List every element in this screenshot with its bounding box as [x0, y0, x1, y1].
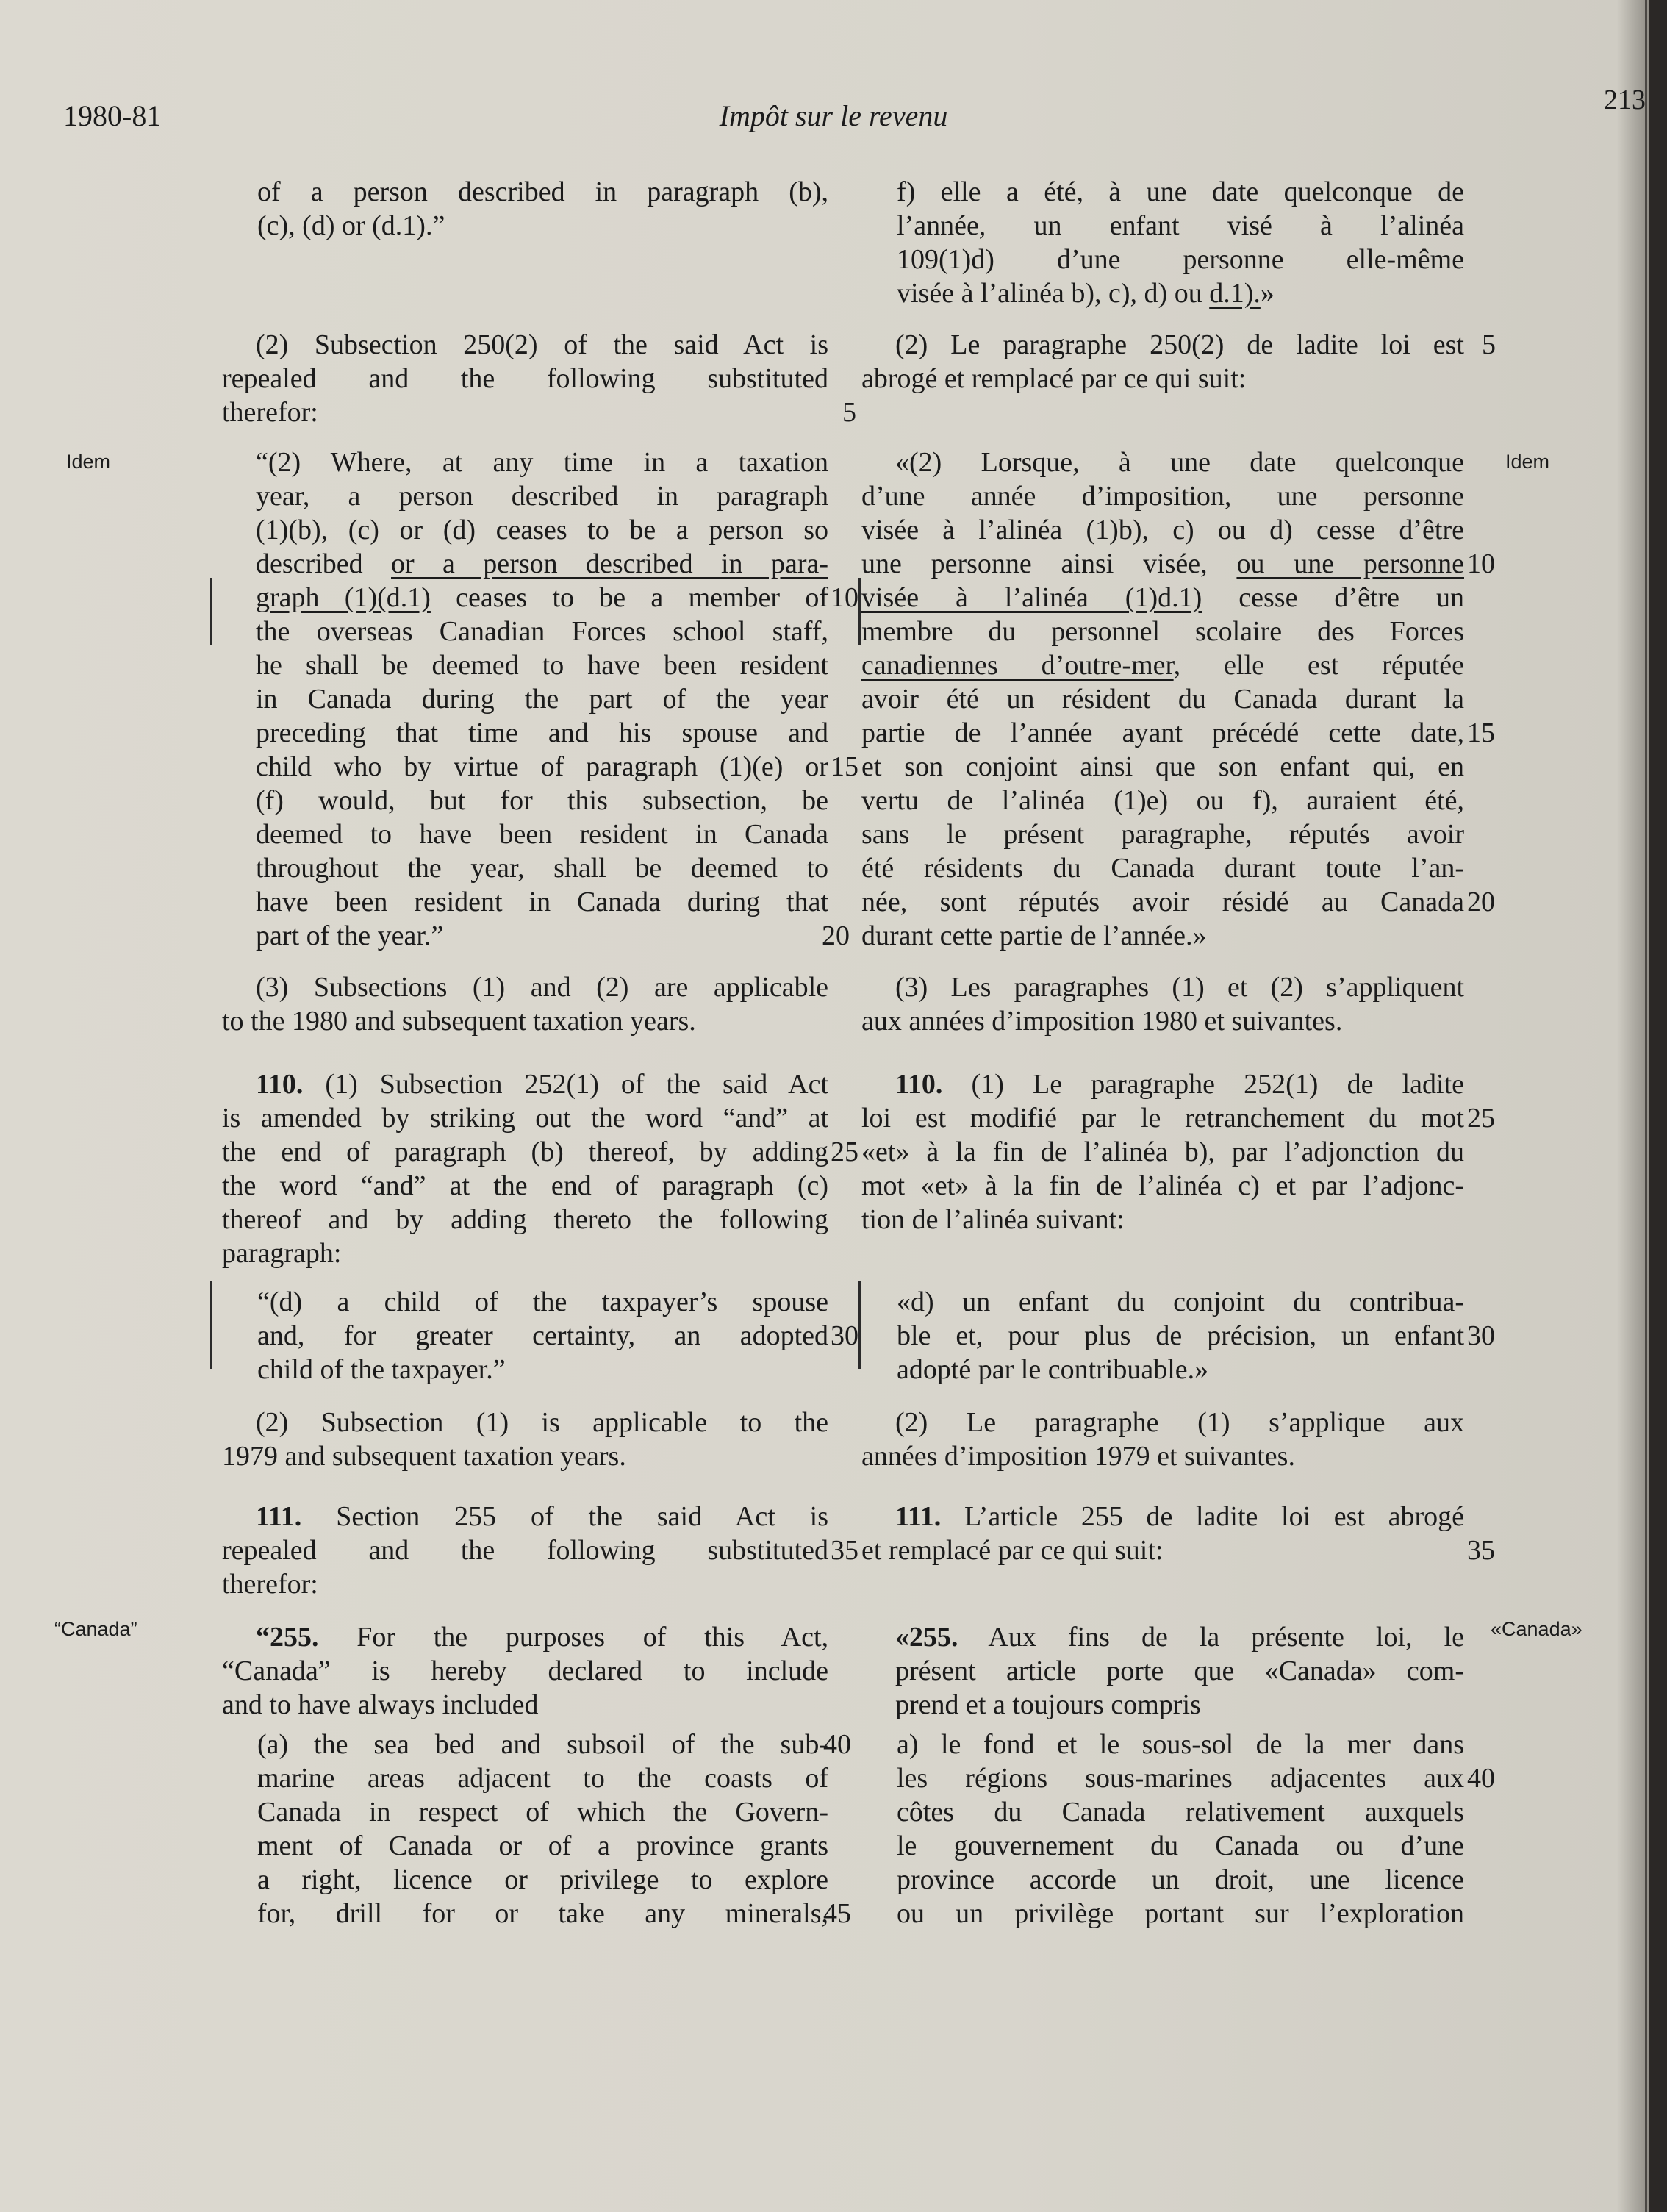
fr-text: adopté par le contribuable.» — [897, 1354, 1209, 1385]
fr-article-111 — [861, 1500, 1464, 1567]
en-text: child of the taxpayer.” — [257, 1354, 506, 1385]
fr-text: été résidents du Canada durant toute l’an- — [861, 853, 1464, 884]
en-para-1-end — [222, 209, 828, 243]
fr-alinea-a — [861, 1728, 1464, 1930]
en-text: repealed and the following substituted — [222, 363, 828, 394]
fr-text: partie de l’année ayant précédé cette date, — [861, 717, 1464, 748]
fr-text: , elle est réputée — [1173, 650, 1464, 681]
en-text: paragraph: — [222, 1238, 342, 1269]
fr-text: sans le présent paragraphe, réputés avoir — [861, 819, 1464, 850]
en-amended-text: or a person described in para- — [391, 548, 828, 579]
header-year: 1980-81 — [63, 99, 162, 132]
fr-line-number: 35 — [1467, 1535, 1495, 1566]
fr-section-number: «255. — [895, 1622, 958, 1653]
en-line-number: 10 — [831, 582, 858, 613]
fr-text: durant cette partie de l’année.» — [861, 920, 1207, 951]
en-section-111 — [222, 1500, 828, 1601]
en-text: ceases to be a member of — [430, 582, 828, 613]
en-text: thereof and by adding thereto the following — [222, 1204, 828, 1235]
revision-bar-en-2 — [210, 1281, 212, 1369]
fr-line-number: 40 — [1467, 1763, 1495, 1794]
page-edge-line — [1645, 0, 1647, 2212]
fr-quote-250-2 — [861, 445, 1464, 953]
en-text: (2) Subsection (1) is applicable to the — [256, 1407, 828, 1438]
en-section-110 — [222, 1067, 828, 1270]
fr-text: (2) Le paragraphe 250(2) de ladite loi est — [895, 329, 1464, 360]
en-amended-text: graph (1)(d.1) — [256, 582, 431, 613]
fr-text: ou un privilège portant sur l’exploration — [897, 1898, 1464, 1929]
fr-text: ble et, pour plus de précision, un enfant — [897, 1320, 1464, 1351]
fr-article-110 — [861, 1067, 1464, 1236]
fr-text: et remplacé par ce qui suit: — [861, 1535, 1164, 1566]
fr-line-number: 30 — [1467, 1320, 1495, 1351]
en-text: described — [256, 548, 391, 579]
fr-text: les régions sous-marines adjacentes aux — [897, 1763, 1464, 1794]
fr-article-255 — [861, 1620, 1464, 1722]
en-line-number: 5 — [842, 397, 856, 428]
en-line-number: 25 — [831, 1137, 858, 1167]
en-text: have been resident in Canada during that — [256, 887, 828, 917]
fr-text: Aux fins de la présente loi, le — [958, 1622, 1464, 1653]
en-text: of a person described in paragraph (b), — [257, 176, 828, 207]
fr-text: avoir été un résident du Canada durant la — [861, 684, 1464, 715]
fr-text: f) elle a été, à une date quelconque de — [897, 176, 1464, 207]
english-column — [222, 175, 828, 243]
en-text: (2) Subsection 250(2) of the said Act is — [256, 329, 828, 360]
fr-line-number: 15 — [1467, 717, 1495, 748]
header-title: Impôt sur le revenu — [719, 99, 948, 132]
en-line-number: 15 — [831, 751, 858, 782]
en-text: marine areas adjacent to the coasts of — [257, 1763, 828, 1794]
fr-text: L’article 255 de ladite loi est abrogé — [941, 1501, 1464, 1532]
en-text: (c), (d) or (d.1).” — [257, 210, 445, 241]
en-text: “(2) Where, at any time in a taxation — [256, 447, 828, 478]
fr-text: mot «et» à la fin de l’alinéa c) et par l’adjonc- — [861, 1170, 1464, 1201]
en-subsection-250-2 — [222, 328, 828, 429]
margin-note-canada-right: «Canada» — [1491, 1618, 1582, 1640]
en-text: therefor: — [222, 397, 318, 428]
fr-text: et son conjoint ainsi que son enfant qui, en — [861, 751, 1464, 782]
en-line-number: 45 — [823, 1898, 851, 1929]
en-subsection-3 — [222, 970, 828, 1038]
en-section-number: 111. — [256, 1501, 302, 1532]
fr-amended-text: d.1). — [1209, 278, 1261, 309]
margin-note-canada-left: “Canada” — [54, 1618, 137, 1640]
fr-text: tion de l’alinéa suivant: — [861, 1204, 1125, 1235]
en-quote-252-d — [222, 1285, 828, 1386]
margin-note-idem-left: Idem — [66, 451, 111, 473]
fr-text: aux années d’imposition 1980 et suivantes. — [861, 1006, 1343, 1037]
en-text: deemed to have been resident in Canada — [256, 819, 828, 850]
revision-bar-fr-1 — [858, 578, 861, 645]
en-text: repealed and the following substituted — [222, 1535, 828, 1566]
fr-text: visée à l’alinéa (1)b), c) ou d) cesse d’être — [861, 515, 1464, 545]
en-text: for, drill for or take any minerals, — [257, 1898, 828, 1929]
fr-text: membre du personnel scolaire des Forces — [861, 616, 1464, 647]
en-text: the end of paragraph (b) thereof, by adding — [222, 1137, 828, 1167]
fr-amended-text: ou une personne — [1236, 548, 1464, 579]
en-text: he shall be deemed to have been resident — [256, 650, 828, 681]
fr-text: l’année, un enfant visé à l’alinéa — [897, 210, 1464, 241]
en-text: (1) Subsection 252(1) of the said Act — [303, 1069, 828, 1100]
revision-bar-en-1 — [210, 578, 212, 645]
fr-text: années d’imposition 1979 et suivantes. — [861, 1441, 1295, 1472]
en-text: (1)(b), (c) or (d) ceases to be a person so — [256, 515, 828, 545]
fr-amended-text: canadiennes d’outre-mer — [861, 650, 1174, 681]
fr-text: province accorde un droit, une licence — [897, 1864, 1464, 1895]
fr-paragraphe-110-2 — [861, 1406, 1464, 1473]
fr-text: vertu de l’alinéa (1)e) ou f), auraient été, — [861, 785, 1464, 816]
en-text: the word “and” at the end of paragraph (c) — [222, 1170, 828, 1201]
en-quote-250-2 — [222, 445, 828, 953]
fr-text: «d) un enfant du conjoint du contribua- — [897, 1286, 1464, 1317]
fr-line-number: 25 — [1467, 1103, 1495, 1134]
fr-line-number: 5 — [1482, 329, 1496, 360]
en-line-number: 20 — [822, 920, 850, 951]
fr-section-number: 110. — [895, 1069, 943, 1100]
fr-paragraphe-250-2 — [861, 328, 1464, 395]
fr-line-number: 10 — [1467, 548, 1495, 579]
en-text: (3) Subsections (1) and (2) are applicable — [256, 972, 828, 1003]
en-text: Section 255 of the said Act is — [301, 1501, 828, 1532]
en-text: the overseas Canadian Forces school staff, — [256, 616, 828, 647]
fr-text: (2) Le paragraphe (1) s’applique aux — [895, 1407, 1464, 1438]
revision-bar-fr-2 — [858, 1281, 861, 1369]
en-text: (a) the sea bed and subsoil of the sub- — [257, 1729, 828, 1760]
fr-text: loi est modifié par le retranchement du mot — [861, 1103, 1464, 1134]
en-text: in Canada during the part of the year — [256, 684, 828, 715]
fr-section-number: 111. — [895, 1501, 942, 1532]
en-section-number: “255. — [256, 1622, 319, 1653]
en-text: 1979 and subsequent taxation years. — [222, 1441, 626, 1472]
en-text: throughout the year, shall be deemed to — [256, 853, 828, 884]
fr-text: abrogé et remplacé par ce qui suit: — [861, 363, 1247, 394]
fr-text: a) le fond et le sous-sol de la mer dans — [897, 1729, 1464, 1760]
en-line-number: 30 — [831, 1320, 858, 1351]
en-text: a right, licence or privilege to explore — [257, 1864, 828, 1895]
fr-text: » — [1260, 278, 1275, 309]
en-subsection-110-2 — [222, 1406, 828, 1473]
en-text: Canada in respect of which the Govern- — [257, 1797, 828, 1828]
fr-amended-text: visée à l’alinéa (1)d.1) — [861, 582, 1202, 613]
margin-note-idem-right: Idem — [1505, 451, 1550, 473]
en-text: (f) would, but for this subsection, be — [256, 785, 828, 816]
fr-text: (3) Les paragraphes (1) et (2) s’appliquent — [895, 972, 1464, 1003]
fr-text: prend et a toujours compris — [895, 1689, 1201, 1720]
fr-text: le gouvernement du Canada ou d’une — [897, 1830, 1464, 1861]
en-section-255 — [222, 1620, 828, 1722]
fr-text: née, sont réputés avoir résidé au Canada — [861, 887, 1464, 917]
en-text: and, for greater certainty, an adopted — [257, 1320, 828, 1351]
en-text: “(d) a child of the taxpayer’s spouse — [257, 1286, 828, 1317]
en-section-number: 110. — [256, 1069, 304, 1100]
fr-text: «et» à la fin de l’alinéa b), par l’adjonction du — [861, 1137, 1464, 1167]
en-text: therefor: — [222, 1569, 318, 1600]
fr-text: côtes du Canada relativement auxquels — [897, 1797, 1464, 1828]
en-line-number: 40 — [823, 1729, 851, 1760]
fr-quote-252-d — [861, 1285, 1464, 1386]
en-text: preceding that time and his spouse and — [256, 717, 828, 748]
en-text: part of the year.” — [256, 920, 444, 951]
en-para-1 — [222, 175, 828, 209]
en-text: and to have always included — [222, 1689, 539, 1720]
fr-text: visée à l’alinéa b), c), d) ou — [897, 278, 1210, 309]
fr-text: cesse d’être un — [1202, 582, 1464, 613]
en-text: ment of Canada or of a province grants — [257, 1830, 828, 1861]
en-text: “Canada” is hereby declared to include — [222, 1656, 828, 1686]
page-binding-edge — [1649, 0, 1667, 2212]
en-text: child who by virtue of paragraph (1)(e) or — [256, 751, 828, 782]
en-text: to the 1980 and subsequent taxation years. — [222, 1006, 696, 1037]
fr-text: (1) Le paragraphe 252(1) de ladite — [942, 1069, 1464, 1100]
en-text: is amended by striking out the word “and” at — [222, 1103, 828, 1134]
page-number: 213 — [1604, 85, 1646, 115]
fr-text: présent article porte que «Canada» com- — [895, 1656, 1464, 1686]
fr-text: une personne ainsi visée, — [861, 548, 1237, 579]
fr-text: 109(1)d) d’une personne elle-même — [897, 244, 1464, 275]
en-text: For the purposes of this Act, — [318, 1622, 828, 1653]
en-line-number: 35 — [831, 1535, 858, 1566]
en-paragraph-a — [222, 1728, 828, 1930]
fr-paragraphe-3 — [861, 970, 1464, 1038]
en-text: year, a person described in paragraph — [256, 481, 828, 512]
fr-line-number: 20 — [1467, 887, 1495, 917]
fr-text: d’une année d’imposition, une personne — [861, 481, 1464, 512]
french-column — [861, 175, 1464, 310]
fr-text: «(2) Lorsque, à une date quelconque — [895, 447, 1464, 478]
